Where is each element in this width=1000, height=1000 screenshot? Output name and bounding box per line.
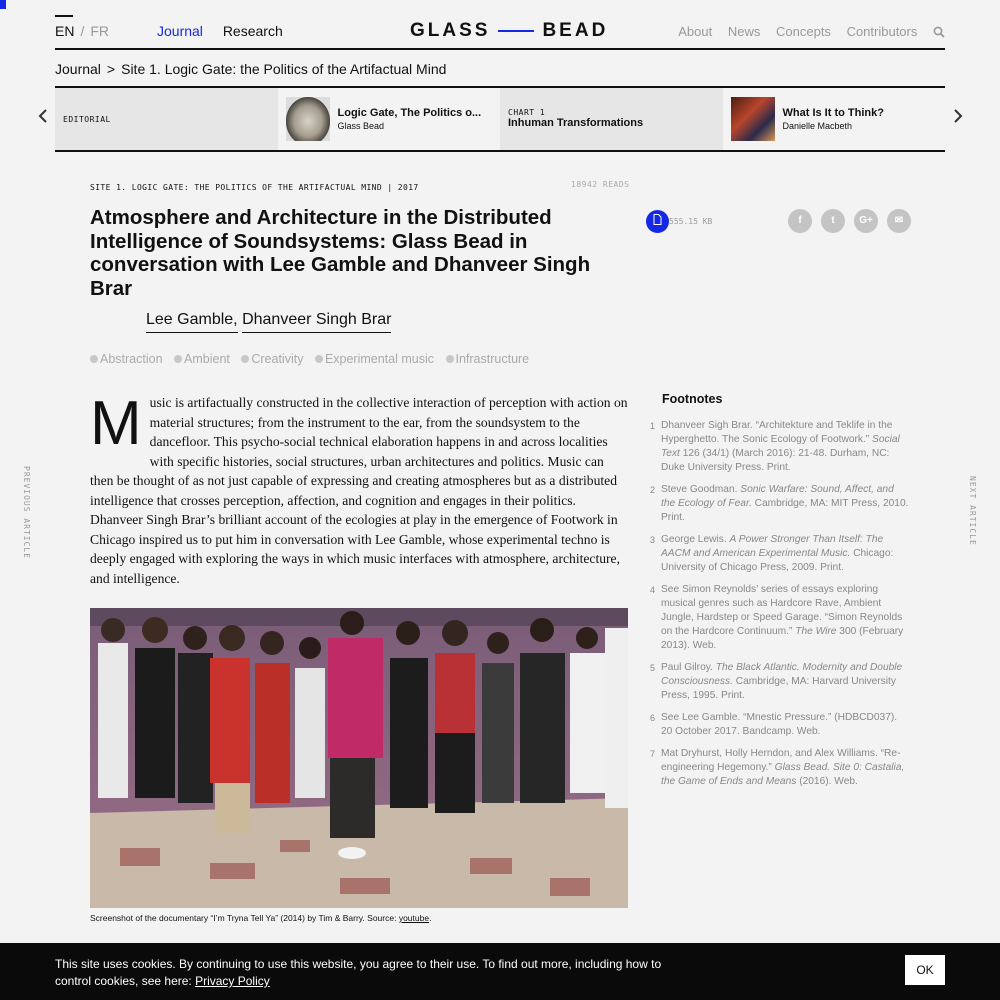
footnote-number: 4 <box>650 585 656 595</box>
footnote-text-post: Cambridge, MA: Harvard University Press, 1995. Print. <box>661 676 896 701</box>
cookie-ok-button[interactable]: OK <box>905 955 945 985</box>
secondary-nav <box>666 24 945 41</box>
card-subtitle: Glass Bead <box>337 120 385 131</box>
footnote-text <box>661 747 910 789</box>
lang-separator: / <box>80 23 85 39</box>
logo-word-glass: GLASS <box>410 20 491 41</box>
article-lead-paragraph <box>90 389 628 588</box>
article-title: Atmosphere and Architecture in the Distributed Intelligence of Soundsystems: Glass Bead in conversation with Lee Gamble and Dhanveer Singh Brar <box>90 206 591 300</box>
top-accent-mark <box>0 0 6 9</box>
footnote-number: 3 <box>650 535 656 545</box>
footnote-text-italic: The Wire <box>795 626 837 637</box>
related-articles-carousel <box>55 86 945 152</box>
footnote-text-post: 126 (34/1) (March 2016): 21-48. Durham, NC: Duke University Press. Print. <box>661 448 890 473</box>
footnotes-list <box>650 419 910 797</box>
previous-article-link[interactable]: PREVIOUS ARTICLE <box>22 466 31 560</box>
documentary-screenshot-image <box>90 608 628 908</box>
footnote-text <box>661 483 910 525</box>
pdf-download-icon[interactable] <box>646 210 669 233</box>
footnote-text <box>661 533 910 575</box>
read-count: 18942 READS <box>571 180 630 189</box>
footnote-text-post: Cambridge, MA: MIT Press, 2010. Print. <box>661 498 909 523</box>
footnote-number: 6 <box>650 713 656 723</box>
footnote-text <box>661 419 910 475</box>
primary-nav <box>157 23 299 39</box>
skull-thumbnail <box>286 97 330 141</box>
cookie-banner <box>0 943 1000 1000</box>
tag-infrastructure[interactable]: Infrastructure <box>446 352 530 366</box>
footnote-text-post: (2016). Web. <box>796 776 858 787</box>
footnote-item <box>650 661 910 703</box>
carousel-card-logic-gate[interactable] <box>278 88 501 150</box>
google-plus-share-icon[interactable]: G+ <box>854 209 878 233</box>
breadcrumb-arrow: > <box>106 61 116 77</box>
email-share-icon[interactable]: ✉ <box>887 209 911 233</box>
caption-period: . <box>429 913 432 923</box>
lang-fr-link[interactable]: FR <box>90 23 110 39</box>
nav-news-link[interactable]: News <box>727 24 761 39</box>
chevron-left-icon[interactable] <box>38 108 48 129</box>
footnote-text-pre: See Lee Gamble. “Mnestic Pressure.” (HDBCD037). 20 October 2017. Bandcamp. Web. <box>661 712 898 737</box>
author-link-dhanveer-singh-brar[interactable]: Dhanveer Singh Brar <box>242 311 391 333</box>
footnote-item <box>650 483 910 525</box>
next-article-link[interactable]: NEXT ARTICLE <box>968 476 977 546</box>
artwork-thumbnail <box>731 97 775 141</box>
footnotes-heading: Footnotes <box>662 392 723 406</box>
card-title: What Is It to Think? <box>782 106 884 119</box>
language-switcher <box>55 23 109 39</box>
footnote-text <box>661 583 910 653</box>
author-link-lee-gamble[interactable]: Lee Gamble, <box>146 311 238 333</box>
caption-text: Screenshot of the documentary “I’m Tryna Tell Ya” (2014) by Tim & Barry. Source: <box>90 913 399 923</box>
carousel-card-chart-1[interactable] <box>500 88 723 150</box>
footnote-text-pre: See Simon Reynolds’ series of essays exploring musical genres such as Hardcore Rave, Ambient Jungle, Hardstep or Speed Garage. “Simon Reynolds on the Hardcore Continuum.” <box>661 584 903 637</box>
nav-journal-link[interactable]: Journal <box>157 23 203 39</box>
footnote-number: 7 <box>650 749 656 759</box>
image-caption <box>90 913 431 923</box>
footnote-text-pre: George Lewis. <box>661 534 730 545</box>
footnote-text-pre: Paul Gilroy. <box>661 662 716 673</box>
chevron-right-icon[interactable] <box>953 108 963 129</box>
footnote-item <box>650 711 910 739</box>
nav-concepts-link[interactable]: Concepts <box>776 24 831 39</box>
footnote-text-italic: Glass Bead. Site 0: Castalia, the Game of Ends and Means <box>661 762 905 787</box>
card-label: CHART 1 <box>508 108 546 117</box>
nav-contributors-link[interactable]: Contributors <box>846 24 918 39</box>
tag-ambient[interactable]: Ambient <box>174 352 230 366</box>
carousel-card-what-is-it-to-think[interactable] <box>723 88 946 150</box>
footnote-text-italic: The Black Atlantic. Modernity and Double Consciousness. <box>661 662 903 687</box>
logo-word-bead: BEAD <box>542 20 609 41</box>
pdf-file-size: 555.15 KB <box>669 217 713 226</box>
article-kicker[interactable]: SITE 1. LOGIC GATE: THE POLITICS OF THE ARTIFACTUAL MIND | 2017 <box>90 183 419 192</box>
card-subtitle: Danielle Macbeth <box>782 120 853 131</box>
nav-research-link[interactable]: Research <box>222 23 283 39</box>
lead-text: usic is artifactually constructed in the collective interaction of perception with action on material structures; from the instrument to the ear, from the soundsystem to the dancefloor. This psycho-social technical elaboration happens in and across localities with specific histories, social structures, urban architectures and politics. Music can then be thought of as not just capable of expressing and creating atmospheres but as a distributed intelligence that crosses perception, affection, and cognition and engages in their politics. Dhanveer Singh Brar’s brilliant account of the ecologies at play in the emergence of Footwork in Chicago inspired us to put him in conversation with Lee Gamble, whose experimental techno is deeply engaged with exploring the ways in which music interfaces with atmosphere, architecture, and intelligence. <box>90 395 628 586</box>
footnote-number: 5 <box>650 663 656 673</box>
footnote-text-pre: Mat Dryhurst, Holly Herndon, and Alex Williams. “Re-engineering Hegemony.” <box>661 748 901 773</box>
search-icon[interactable] <box>933 26 945 41</box>
footnote-item <box>650 419 910 475</box>
drop-cap: M <box>90 389 142 458</box>
footnote-text-post: 300 (February 2013). Web. <box>661 626 904 651</box>
footnote-number: 1 <box>650 421 656 431</box>
author-list <box>146 311 391 333</box>
footnote-number: 2 <box>650 485 656 495</box>
footnote-text-pre: Dhanveer Sigh Brar. “Architekture and Teklife in the Hyperghetto. The Sonic Ecology of Footwork.” <box>661 420 893 445</box>
footnote-item <box>650 533 910 575</box>
caption-youtube-link[interactable]: youtube <box>398 913 430 923</box>
footnote-text-post: Chicago: University of Chicago Press, 2009. Print. <box>661 548 894 573</box>
cookie-message <box>55 956 675 990</box>
site-logo[interactable] <box>410 20 608 42</box>
nav-about-link[interactable]: About <box>678 24 713 39</box>
breadcrumb <box>55 61 446 77</box>
cookie-text: This site uses cookies. By continuing to use this website, you agree to their use. To find out more, including how to control cookies, see here: <box>55 957 662 988</box>
breadcrumb-journal-link[interactable]: Journal <box>55 61 101 77</box>
card-title: Logic Gate, The Politics o... <box>337 106 482 119</box>
breadcrumb-current[interactable]: Site 1. Logic Gate: the Politics of the Artifactual Mind <box>121 61 447 77</box>
footnote-text-pre: Steve Goodman. <box>661 484 741 495</box>
card-title: Inhuman Transformations <box>508 117 644 129</box>
tag-experimental-music[interactable]: Experimental music <box>315 352 434 366</box>
tag-abstraction[interactable]: Abstraction <box>90 352 163 366</box>
facebook-share-icon[interactable]: f <box>788 209 812 233</box>
footnote-text <box>661 711 910 739</box>
footnote-item <box>650 583 910 653</box>
twitter-share-icon[interactable]: t <box>821 209 845 233</box>
footnote-text-italic: A Power Stronger Than Itself: The AACM and American Experimental Music. <box>661 534 884 559</box>
logo-bar <box>498 30 534 32</box>
lang-en-link[interactable]: EN <box>55 23 75 39</box>
footnote-text-italic: Sonic Warfare: Sound, Affect, and the Ecology of Fear. <box>661 484 894 509</box>
carousel-card-editorial[interactable] <box>55 88 278 150</box>
tag-creativity[interactable]: Creativity <box>241 352 303 366</box>
footnote-text <box>661 661 910 703</box>
tag-list <box>90 352 537 366</box>
footnote-item <box>650 747 910 789</box>
card-label: EDITORIAL <box>63 114 111 124</box>
site-header <box>55 14 945 50</box>
privacy-policy-link[interactable]: Privacy Policy <box>195 974 270 988</box>
footnote-text-italic: Social Text <box>661 434 900 459</box>
